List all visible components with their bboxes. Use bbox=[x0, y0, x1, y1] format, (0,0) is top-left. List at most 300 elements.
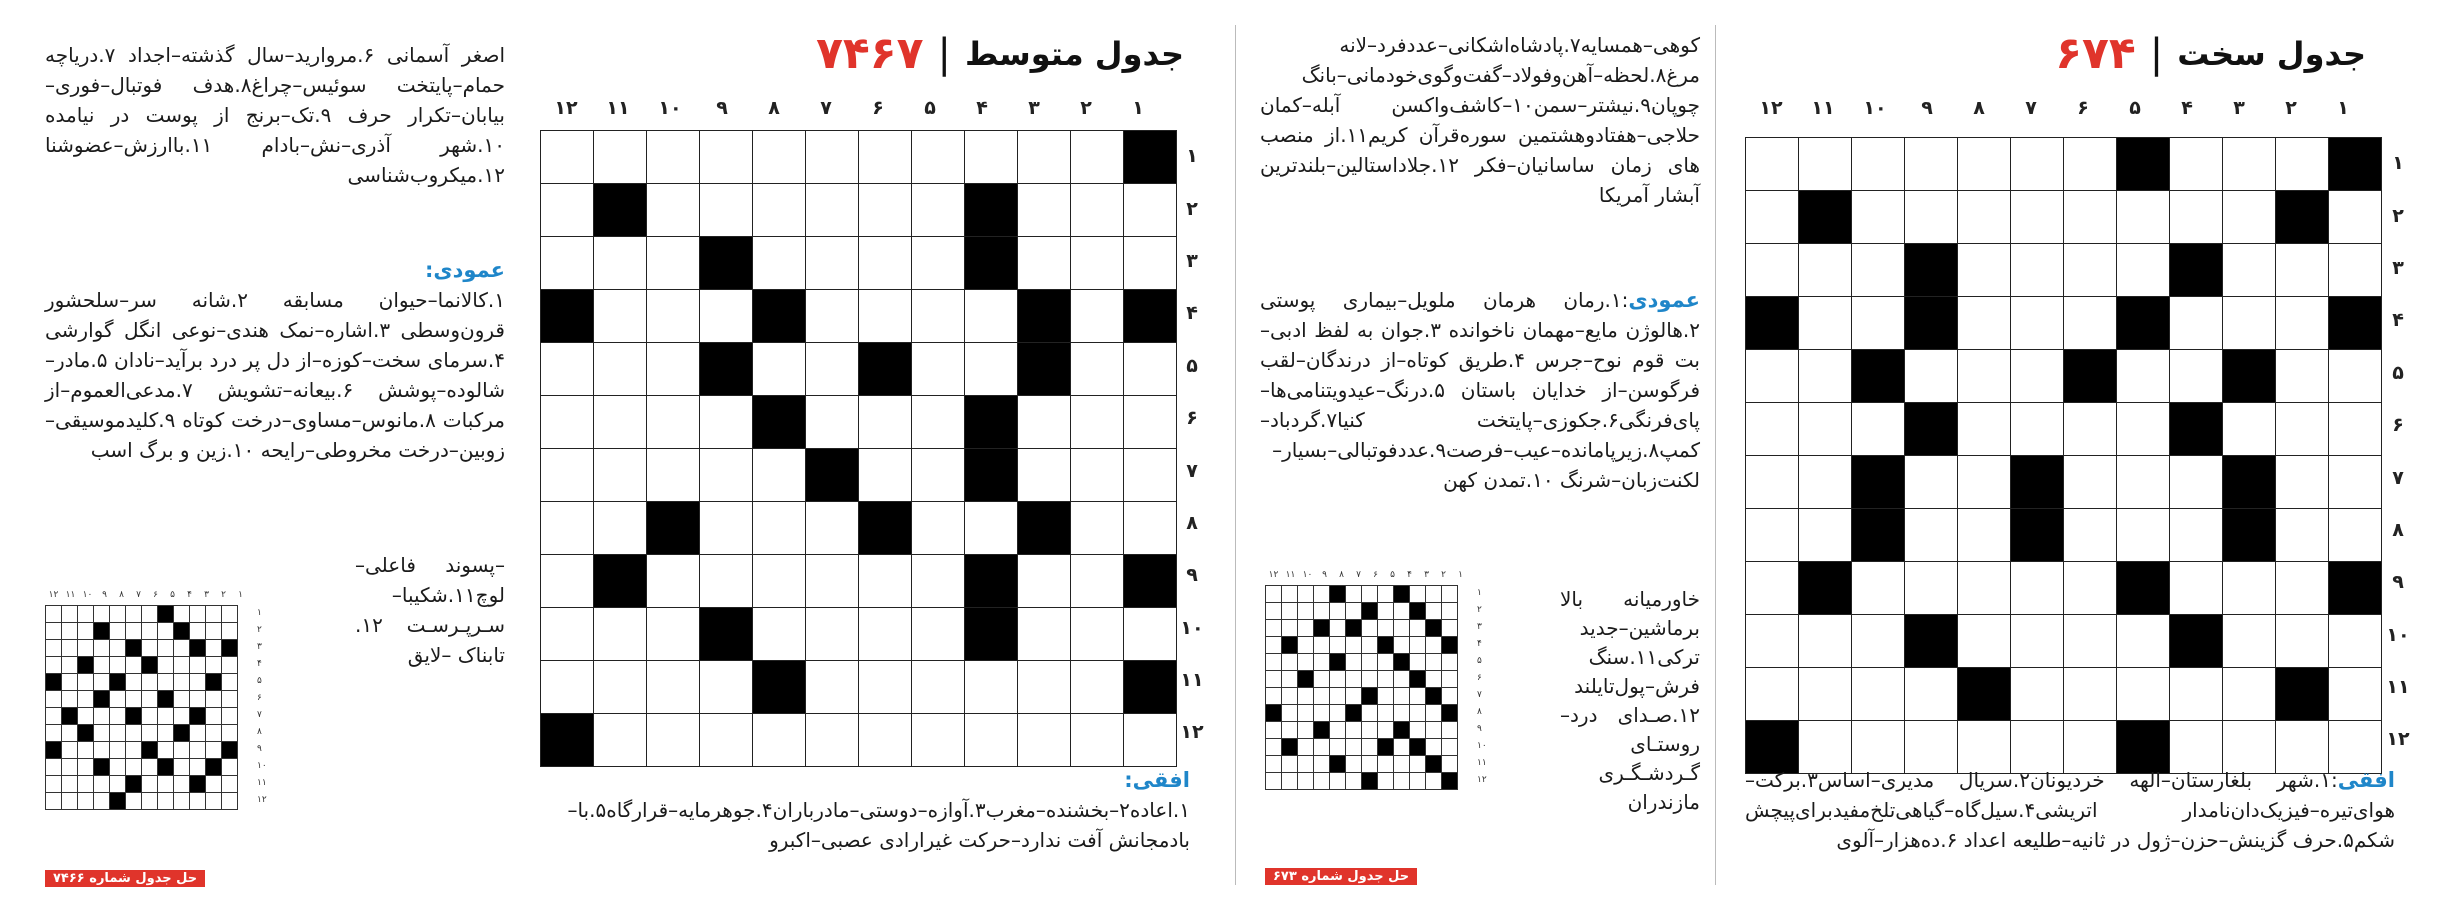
medium-grid-cell[interactable] bbox=[859, 714, 912, 767]
solution-cell bbox=[1410, 671, 1426, 688]
medium-grid-cell[interactable] bbox=[965, 714, 1018, 767]
hard-grid-cell[interactable] bbox=[2011, 562, 2064, 615]
medium-grid-cell[interactable] bbox=[1071, 396, 1124, 449]
medium-grid-cell[interactable] bbox=[647, 237, 700, 290]
solution-cell bbox=[1378, 620, 1394, 637]
hard-grid-cell[interactable] bbox=[1746, 350, 1799, 403]
column-number: ۱ bbox=[1458, 570, 1463, 580]
hard-grid-cell[interactable] bbox=[2064, 615, 2117, 668]
medium-grid-cell[interactable] bbox=[541, 502, 594, 555]
solution-cell bbox=[1378, 722, 1394, 739]
hard-grid-cell[interactable] bbox=[2276, 509, 2329, 562]
medium-grid-cell[interactable] bbox=[1124, 608, 1177, 661]
medium-grid-cell[interactable] bbox=[1018, 555, 1071, 608]
medium-grid-cell[interactable] bbox=[753, 502, 806, 555]
medium-grid-cell[interactable] bbox=[1124, 502, 1177, 555]
medium-grid-cell[interactable] bbox=[1071, 343, 1124, 396]
medium-grid-cell bbox=[541, 290, 594, 343]
hard-grid-cell[interactable] bbox=[2276, 562, 2329, 615]
hard-grid-cell[interactable] bbox=[2223, 403, 2276, 456]
medium-grid-cell[interactable] bbox=[965, 131, 1018, 184]
medium-grid-cell[interactable] bbox=[594, 131, 647, 184]
hard-grid-cell[interactable] bbox=[2117, 509, 2170, 562]
medium-grid-cell[interactable] bbox=[912, 131, 965, 184]
hard-grid-cell[interactable] bbox=[1958, 615, 2011, 668]
medium-grid-cell[interactable] bbox=[1124, 714, 1177, 767]
solution-cell bbox=[1426, 671, 1442, 688]
hard-grid-cell[interactable] bbox=[1799, 456, 1852, 509]
medium-grid-cell[interactable] bbox=[647, 555, 700, 608]
hard-grid-cell[interactable] bbox=[1905, 456, 1958, 509]
row-number: ۱۰ bbox=[1477, 741, 1487, 751]
solution-cell bbox=[110, 657, 126, 674]
hard-grid-cell[interactable] bbox=[1746, 509, 1799, 562]
medium-grid-cell[interactable] bbox=[594, 449, 647, 502]
medium-grid-cell[interactable] bbox=[912, 184, 965, 237]
column-number: ۹ bbox=[102, 590, 107, 600]
medium-grid-cell[interactable] bbox=[1018, 131, 1071, 184]
column-number: ۱۰ bbox=[658, 97, 682, 119]
hard-grid-cell[interactable] bbox=[1958, 350, 2011, 403]
medium-grid-cell[interactable] bbox=[1018, 237, 1071, 290]
hard-grid-cell[interactable] bbox=[1852, 297, 1905, 350]
hard-crossword-grid[interactable] bbox=[1745, 137, 2382, 774]
medium-grid-cell[interactable] bbox=[753, 449, 806, 502]
medium-grid-cell[interactable] bbox=[965, 502, 1018, 555]
medium-grid-cell[interactable] bbox=[1018, 661, 1071, 714]
hard-grid-cell[interactable] bbox=[1799, 297, 1852, 350]
medium-grid-cell[interactable] bbox=[541, 608, 594, 661]
medium-grid-cell[interactable] bbox=[647, 343, 700, 396]
hard-grid-cell[interactable] bbox=[2329, 244, 2382, 297]
hard-grid-cell[interactable] bbox=[1958, 191, 2011, 244]
medium-grid-cell bbox=[859, 343, 912, 396]
hard-grid-cell[interactable] bbox=[2223, 244, 2276, 297]
medium-grid-cell[interactable] bbox=[912, 449, 965, 502]
hard-grid-cell[interactable] bbox=[2329, 403, 2382, 456]
hard-grid-cell[interactable] bbox=[2223, 138, 2276, 191]
medium-grid-cell[interactable] bbox=[753, 343, 806, 396]
hard-grid-cell[interactable] bbox=[2329, 191, 2382, 244]
medium-across-clues bbox=[540, 765, 1190, 855]
hard-grid-cell[interactable] bbox=[1799, 509, 1852, 562]
hard-grid-cell[interactable] bbox=[1746, 191, 1799, 244]
solution-cell bbox=[126, 657, 142, 674]
hard-grid-cell[interactable] bbox=[2223, 562, 2276, 615]
solution-cell bbox=[94, 606, 110, 623]
hard-grid-cell[interactable] bbox=[2064, 297, 2117, 350]
hard-grid-cell[interactable] bbox=[2329, 456, 2382, 509]
medium-grid-cell[interactable] bbox=[859, 555, 912, 608]
hard-grid-cell[interactable] bbox=[1799, 138, 1852, 191]
medium-grid-cell[interactable] bbox=[594, 290, 647, 343]
medium-grid-cell[interactable] bbox=[700, 555, 753, 608]
medium-grid-cell[interactable] bbox=[594, 661, 647, 714]
medium-grid-cell[interactable] bbox=[541, 131, 594, 184]
medium-grid-cell[interactable] bbox=[1071, 290, 1124, 343]
hard-grid-cell[interactable] bbox=[2011, 668, 2064, 721]
medium-grid-cell[interactable] bbox=[1071, 608, 1124, 661]
solution-cell bbox=[190, 657, 206, 674]
medium-grid-cell[interactable] bbox=[1071, 714, 1124, 767]
hard-grid-cell[interactable] bbox=[1852, 403, 1905, 456]
hard-grid-cell[interactable] bbox=[2223, 297, 2276, 350]
medium-grid-cell[interactable] bbox=[753, 714, 806, 767]
medium-grid-cell[interactable] bbox=[806, 396, 859, 449]
medium-grid-cell[interactable] bbox=[806, 131, 859, 184]
row-number: ۱۲ bbox=[1180, 721, 1204, 744]
row-number: ۱ bbox=[1477, 588, 1482, 598]
medium-grid-cell[interactable] bbox=[912, 396, 965, 449]
hard-grid-cell[interactable] bbox=[2329, 615, 2382, 668]
medium-grid-cell[interactable] bbox=[806, 608, 859, 661]
hard-grid-cell[interactable] bbox=[1852, 562, 1905, 615]
hard-grid-cell[interactable] bbox=[2117, 668, 2170, 721]
medium-puzzle-header bbox=[816, 28, 1184, 79]
medium-grid-cell[interactable] bbox=[541, 343, 594, 396]
medium-grid-cell[interactable] bbox=[594, 502, 647, 555]
medium-grid-cell[interactable] bbox=[912, 237, 965, 290]
medium-grid-cell[interactable] bbox=[753, 237, 806, 290]
hard-grid-cell[interactable] bbox=[2064, 456, 2117, 509]
medium-grid-cell[interactable] bbox=[1071, 131, 1124, 184]
medium-grid-cell[interactable] bbox=[594, 396, 647, 449]
medium-grid-cell[interactable] bbox=[859, 237, 912, 290]
hard-grid-cell[interactable] bbox=[1746, 615, 1799, 668]
solution-cell bbox=[206, 623, 222, 640]
hard-grid-cell[interactable] bbox=[1852, 668, 1905, 721]
solution-cell bbox=[222, 793, 238, 810]
solution-cell bbox=[62, 742, 78, 759]
medium-grid-cell[interactable] bbox=[541, 184, 594, 237]
hard-grid-cell[interactable] bbox=[2170, 191, 2223, 244]
hard-grid-cell[interactable] bbox=[2011, 138, 2064, 191]
column-number: ۸ bbox=[119, 590, 124, 600]
medium-grid-cell[interactable] bbox=[700, 396, 753, 449]
medium-down-clues bbox=[45, 255, 505, 465]
hard-grid-cell[interactable] bbox=[1905, 668, 1958, 721]
medium-grid-cell[interactable] bbox=[594, 237, 647, 290]
medium-grid-cell[interactable] bbox=[700, 714, 753, 767]
row-number: ۱ bbox=[257, 608, 262, 618]
solution-cell bbox=[1410, 637, 1426, 654]
solution-cell bbox=[1266, 654, 1282, 671]
solution-cell bbox=[1362, 671, 1378, 688]
medium-grid-cell[interactable] bbox=[1071, 237, 1124, 290]
medium-grid-cell[interactable] bbox=[753, 608, 806, 661]
hard-grid-cell[interactable] bbox=[1905, 138, 1958, 191]
hard-grid-cell[interactable] bbox=[2011, 244, 2064, 297]
medium-grid-cell[interactable] bbox=[647, 661, 700, 714]
medium-grid-cell[interactable] bbox=[1071, 449, 1124, 502]
solution-cell bbox=[1266, 620, 1282, 637]
medium-grid-cell[interactable] bbox=[806, 184, 859, 237]
medium-grid-cell[interactable] bbox=[806, 502, 859, 555]
medium-grid-cell[interactable] bbox=[541, 396, 594, 449]
hard-grid-cell[interactable] bbox=[2117, 191, 2170, 244]
hard-grid-cell[interactable] bbox=[2064, 138, 2117, 191]
hard-grid-cell[interactable] bbox=[2276, 350, 2329, 403]
hard-grid-cell[interactable] bbox=[2117, 456, 2170, 509]
row-number: ۹ bbox=[1477, 724, 1482, 734]
medium-grid-cell[interactable] bbox=[541, 555, 594, 608]
hard-grid-cell[interactable] bbox=[1905, 509, 1958, 562]
medium-grid-cell[interactable] bbox=[912, 555, 965, 608]
solution-cell bbox=[1298, 620, 1314, 637]
medium-grid-cell[interactable] bbox=[1124, 449, 1177, 502]
column-number: ۱۲ bbox=[1268, 570, 1279, 580]
hard-grid-cell[interactable] bbox=[2329, 668, 2382, 721]
row-number: ۲ bbox=[1477, 605, 1482, 615]
hard-grid-cell[interactable] bbox=[2064, 191, 2117, 244]
solution-row-numbers bbox=[257, 605, 267, 809]
medium-grid-cell[interactable] bbox=[859, 396, 912, 449]
medium-grid-cell[interactable] bbox=[859, 290, 912, 343]
medium-grid-cell[interactable] bbox=[753, 131, 806, 184]
medium-grid-cell[interactable] bbox=[541, 237, 594, 290]
hard-grid-cell[interactable] bbox=[2011, 350, 2064, 403]
medium-grid-cell[interactable] bbox=[1071, 661, 1124, 714]
hard-grid-cell[interactable] bbox=[1958, 509, 2011, 562]
hard-grid-cell[interactable] bbox=[1905, 350, 1958, 403]
solution-cell bbox=[46, 657, 62, 674]
hard-grid-cell[interactable] bbox=[2011, 297, 2064, 350]
solution-cell bbox=[1298, 773, 1314, 790]
hard-grid-cell[interactable] bbox=[2276, 403, 2329, 456]
medium-grid-cell[interactable] bbox=[700, 290, 753, 343]
hard-grid-cell[interactable] bbox=[1852, 615, 1905, 668]
hard-grid-cell[interactable] bbox=[2223, 615, 2276, 668]
solution-cell bbox=[1282, 586, 1298, 603]
medium-grid-cell[interactable] bbox=[1071, 184, 1124, 237]
medium-puzzle-number: ۷۴۶۷ bbox=[816, 28, 924, 79]
hard-grid-cell[interactable] bbox=[2170, 668, 2223, 721]
medium-grid-cell[interactable] bbox=[1018, 396, 1071, 449]
hard-grid-cell[interactable] bbox=[1799, 350, 1852, 403]
hard-grid-cell[interactable] bbox=[1852, 138, 1905, 191]
solution-cell bbox=[1426, 756, 1442, 773]
column-number: ۲ bbox=[1080, 97, 1092, 119]
hard-grid-cell bbox=[2329, 138, 2382, 191]
hard-grid-cell[interactable] bbox=[1958, 403, 2011, 456]
hard-grid-cell[interactable] bbox=[2223, 191, 2276, 244]
down-heading: عمودی bbox=[1628, 288, 1700, 312]
medium-grid-cell[interactable] bbox=[1018, 608, 1071, 661]
medium-grid-cell[interactable] bbox=[912, 290, 965, 343]
solution-cell bbox=[142, 725, 158, 742]
medium-grid-cell[interactable] bbox=[700, 184, 753, 237]
hard-grid-cell[interactable] bbox=[1905, 191, 1958, 244]
solution-cell bbox=[1442, 739, 1458, 756]
hard-across-continued bbox=[1260, 30, 1700, 210]
hard-grid-cell[interactable] bbox=[1746, 403, 1799, 456]
medium-grid-cell bbox=[965, 396, 1018, 449]
title-separator: | bbox=[2149, 30, 2164, 77]
hard-grid-cell[interactable] bbox=[1746, 244, 1799, 297]
medium-grid-cell[interactable] bbox=[859, 184, 912, 237]
medium-grid-cell[interactable] bbox=[753, 555, 806, 608]
medium-grid-cell[interactable] bbox=[859, 661, 912, 714]
hard-grid-cell[interactable] bbox=[2064, 562, 2117, 615]
medium-grid-cell[interactable] bbox=[965, 343, 1018, 396]
solution-cell bbox=[94, 623, 110, 640]
hard-grid-cell[interactable] bbox=[1799, 403, 1852, 456]
hard-grid-cell[interactable] bbox=[2329, 350, 2382, 403]
medium-grid-cell[interactable] bbox=[912, 714, 965, 767]
hard-grid-cell[interactable] bbox=[2329, 509, 2382, 562]
hard-grid-cell[interactable] bbox=[1852, 244, 1905, 297]
solution-cell bbox=[1442, 603, 1458, 620]
hard-grid-cell[interactable] bbox=[1746, 456, 1799, 509]
solution-cell bbox=[1298, 637, 1314, 654]
hard-grid-cell[interactable] bbox=[2011, 615, 2064, 668]
medium-grid-cell[interactable] bbox=[806, 237, 859, 290]
hard-grid-cell[interactable] bbox=[2276, 615, 2329, 668]
medium-grid-cell[interactable] bbox=[594, 714, 647, 767]
hard-grid-cell[interactable] bbox=[2117, 244, 2170, 297]
hard-grid-cell[interactable] bbox=[2276, 244, 2329, 297]
solution-cell bbox=[126, 776, 142, 793]
solution-cell bbox=[1330, 756, 1346, 773]
hard-grid-cell bbox=[1905, 615, 1958, 668]
hard-grid-cell[interactable] bbox=[2064, 244, 2117, 297]
column-number: ۳ bbox=[1028, 97, 1040, 119]
hard-grid-cell[interactable] bbox=[1799, 668, 1852, 721]
medium-grid-cell[interactable] bbox=[806, 555, 859, 608]
medium-grid-cell[interactable] bbox=[647, 131, 700, 184]
medium-grid-cell[interactable] bbox=[647, 184, 700, 237]
medium-grid-cell[interactable] bbox=[912, 608, 965, 661]
medium-grid-cell[interactable] bbox=[1124, 396, 1177, 449]
hard-grid-cell[interactable] bbox=[1799, 615, 1852, 668]
hard-grid-cell[interactable] bbox=[2117, 350, 2170, 403]
solution-cell bbox=[1314, 739, 1330, 756]
medium-grid-cell[interactable] bbox=[700, 661, 753, 714]
row-number: ۹ bbox=[1186, 564, 1198, 587]
medium-grid-cell[interactable] bbox=[1018, 714, 1071, 767]
hard-grid-cell[interactable] bbox=[2276, 456, 2329, 509]
hard-grid-cell bbox=[1905, 403, 1958, 456]
hard-grid-cell[interactable] bbox=[2170, 562, 2223, 615]
hard-grid-cell[interactable] bbox=[2170, 509, 2223, 562]
solution-cell bbox=[1282, 671, 1298, 688]
hard-grid-cell[interactable] bbox=[2117, 403, 2170, 456]
medium-grid-cell[interactable] bbox=[806, 714, 859, 767]
medium-grid-cell[interactable] bbox=[1071, 555, 1124, 608]
hard-grid-cell[interactable] bbox=[1958, 456, 2011, 509]
medium-across-continued bbox=[45, 40, 505, 190]
medium-grid-cell[interactable] bbox=[912, 502, 965, 555]
column-number: ۴ bbox=[976, 97, 988, 119]
hard-grid-cell[interactable] bbox=[1958, 244, 2011, 297]
hard-grid-cell bbox=[2064, 350, 2117, 403]
row-number: ۲ bbox=[257, 625, 262, 635]
medium-grid-cell[interactable] bbox=[965, 290, 1018, 343]
hard-grid-cell[interactable] bbox=[1746, 668, 1799, 721]
medium-grid-cell[interactable] bbox=[1124, 237, 1177, 290]
hard-grid-cell[interactable] bbox=[2223, 668, 2276, 721]
medium-grid-cell[interactable] bbox=[700, 131, 753, 184]
medium-grid-cell[interactable] bbox=[806, 343, 859, 396]
hard-grid-cell[interactable] bbox=[2011, 191, 2064, 244]
medium-grid-cell[interactable] bbox=[806, 290, 859, 343]
solution-cell bbox=[174, 623, 190, 640]
hard-grid-cell[interactable] bbox=[2011, 403, 2064, 456]
medium-grid-cell[interactable] bbox=[859, 608, 912, 661]
hard-grid-cell[interactable] bbox=[1746, 138, 1799, 191]
medium-grid-cell[interactable] bbox=[700, 502, 753, 555]
hard-grid-cell[interactable] bbox=[2170, 138, 2223, 191]
medium-grid-cell[interactable] bbox=[806, 661, 859, 714]
row-number: ۱۰ bbox=[257, 761, 267, 771]
solution-cell bbox=[1378, 773, 1394, 790]
medium-grid-cell[interactable] bbox=[753, 184, 806, 237]
hard-grid-cell[interactable] bbox=[1799, 244, 1852, 297]
medium-crossword-grid[interactable] bbox=[540, 130, 1177, 767]
medium-grid-cell[interactable] bbox=[912, 661, 965, 714]
medium-grid-cell[interactable] bbox=[647, 714, 700, 767]
hard-grid-cell[interactable] bbox=[1958, 562, 2011, 615]
hard-grid-cell[interactable] bbox=[2064, 668, 2117, 721]
solution-cell bbox=[110, 759, 126, 776]
hard-grid-cell[interactable] bbox=[1746, 562, 1799, 615]
solution-cell bbox=[1346, 705, 1362, 722]
medium-grid-cell[interactable] bbox=[647, 290, 700, 343]
solution-column-numbers bbox=[1265, 570, 1469, 580]
hard-grid-cell[interactable] bbox=[2064, 509, 2117, 562]
hard-grid-cell[interactable] bbox=[2170, 456, 2223, 509]
hard-grid-cell[interactable] bbox=[2117, 615, 2170, 668]
medium-grid-cell[interactable] bbox=[965, 661, 1018, 714]
solution-cell bbox=[1442, 773, 1458, 790]
medium-grid-cell[interactable] bbox=[647, 396, 700, 449]
medium-grid-cell[interactable] bbox=[700, 449, 753, 502]
hard-grid-cell[interactable] bbox=[2064, 403, 2117, 456]
column-number: ۷ bbox=[136, 590, 141, 600]
column-number: ۶ bbox=[1373, 570, 1378, 580]
solution-cell bbox=[1362, 586, 1378, 603]
hard-grid-cell[interactable] bbox=[2170, 297, 2223, 350]
medium-grid-cell[interactable] bbox=[1124, 343, 1177, 396]
solution-cell bbox=[222, 708, 238, 725]
medium-grid-cell[interactable] bbox=[594, 608, 647, 661]
medium-grid-cell[interactable] bbox=[1018, 449, 1071, 502]
medium-grid-cell[interactable] bbox=[1071, 502, 1124, 555]
column-number: ۱۰ bbox=[82, 590, 93, 600]
medium-grid-cell[interactable] bbox=[647, 608, 700, 661]
hard-grid-cell[interactable] bbox=[2170, 350, 2223, 403]
hard-grid-cell[interactable] bbox=[2276, 138, 2329, 191]
medium-grid-cell[interactable] bbox=[912, 343, 965, 396]
medium-grid-cell[interactable] bbox=[1018, 184, 1071, 237]
medium-grid-cell[interactable] bbox=[647, 449, 700, 502]
hard-grid-cell[interactable] bbox=[1958, 297, 2011, 350]
medium-down-text-narrow: –پسوند فاعلی–لوچ۱۱.شکیبا–سـرپـرسـت ۱۲. تابناک –لایق bbox=[355, 553, 505, 667]
hard-grid-cell[interactable] bbox=[1852, 191, 1905, 244]
medium-grid-cell[interactable] bbox=[859, 131, 912, 184]
row-number: ۵ bbox=[2392, 361, 2404, 384]
medium-grid-cell[interactable] bbox=[541, 661, 594, 714]
solution-cell bbox=[46, 606, 62, 623]
medium-grid-cell[interactable] bbox=[859, 449, 912, 502]
medium-grid-cell[interactable] bbox=[594, 343, 647, 396]
hard-grid-cell[interactable] bbox=[2276, 297, 2329, 350]
hard-grid-cell[interactable] bbox=[1905, 562, 1958, 615]
medium-grid-cell[interactable] bbox=[541, 449, 594, 502]
hard-grid-cell[interactable] bbox=[1958, 138, 2011, 191]
medium-grid-cell[interactable] bbox=[1124, 184, 1177, 237]
solution-cell bbox=[1362, 739, 1378, 756]
